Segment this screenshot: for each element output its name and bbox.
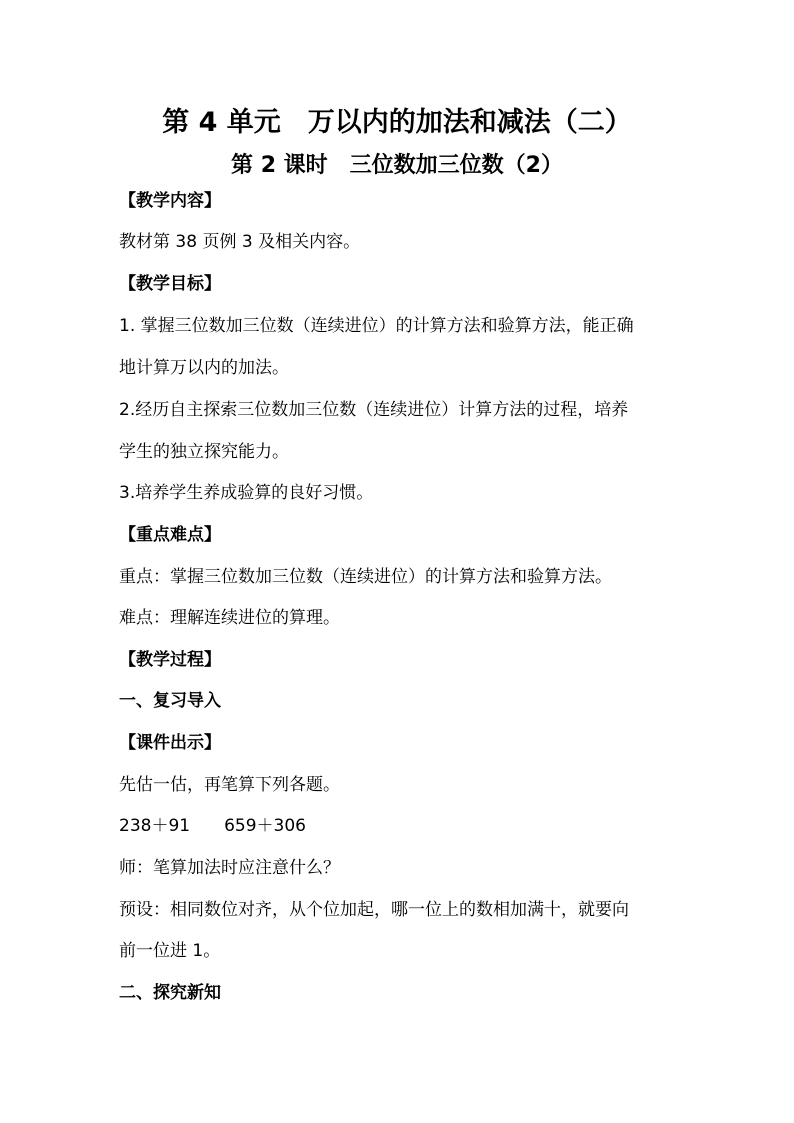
heading-teaching-content: 【教学内容】 <box>119 191 221 211</box>
paragraph-line: 学生的独立探究能力。 <box>119 442 289 462</box>
heading-key-points: 【重点难点】 <box>119 525 221 545</box>
section-heading-explore: 二、探究新知 <box>119 983 221 1003</box>
section-heading-review: 一、复习导入 <box>119 691 221 711</box>
paragraph-line: 1. 掌握三位数加三位数（连续进位）的计算方法和验算方法，能正确 <box>119 316 634 336</box>
paragraph-line: 教材第 38 页例 3 及相关内容。 <box>119 232 361 252</box>
heading-teaching-process: 【教学过程】 <box>119 650 221 670</box>
paragraph-line: 预设：相同数位对齐，从个位加起，哪一位上的数相加满十，就要向 <box>119 900 629 920</box>
unit-title: 第 4 单元 万以内的加法和减法（二） <box>162 107 632 138</box>
paragraph-line: 前一位进 1。 <box>119 941 221 961</box>
paragraph-line: 先估一估，再笔算下列各题。 <box>119 775 340 795</box>
lesson-title: 第 2 课时 三位数加三位数（2） <box>231 153 563 178</box>
paragraph-line: 难点：理解连续进位的算理。 <box>119 608 340 628</box>
heading-courseware: 【课件出示】 <box>119 733 221 753</box>
math-expressions: 238＋91 659＋306 <box>119 816 306 836</box>
paragraph-line: 地计算万以内的加法。 <box>119 358 289 378</box>
heading-teaching-goals: 【教学目标】 <box>119 274 221 294</box>
paragraph-line: 重点：掌握三位数加三位数（连续进位）的计算方法和验算方法。 <box>119 567 612 587</box>
paragraph-line: 2.经历自主探索三位数加三位数（连续进位）计算方法的过程，培养 <box>119 400 629 420</box>
paragraph-line: 3.培养学生养成验算的良好习惯。 <box>119 483 374 503</box>
paragraph-line: 师：笔算加法时应注意什么？ <box>119 858 340 878</box>
